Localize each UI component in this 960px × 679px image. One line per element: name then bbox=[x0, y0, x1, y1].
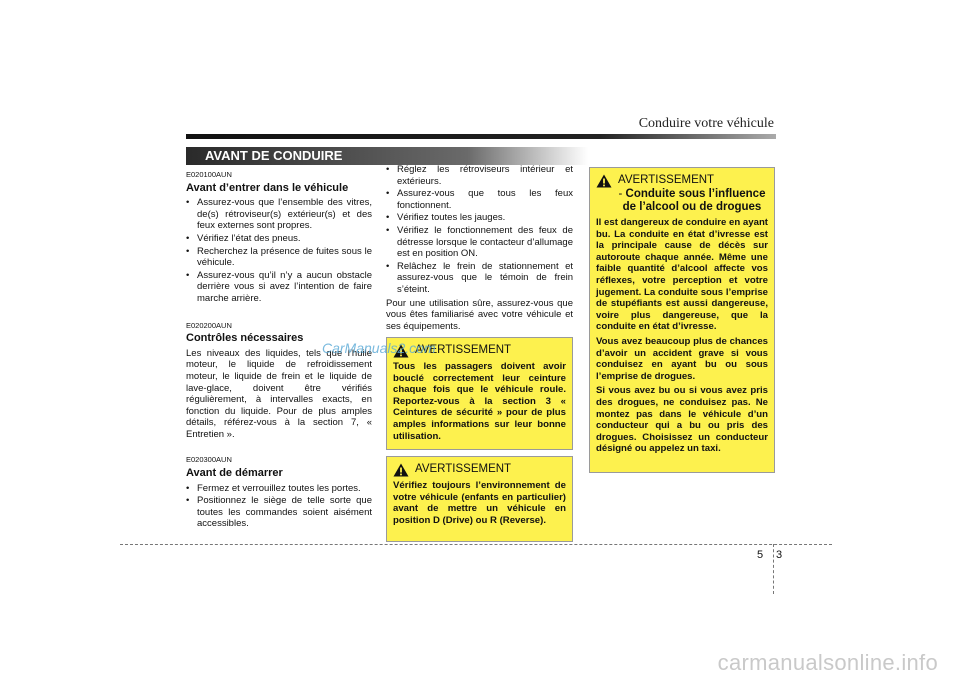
warning-title: AVERTISSEMENT bbox=[618, 174, 715, 186]
warning-triangle-icon bbox=[596, 174, 612, 188]
warning-paragraph: Si vous avez bu ou si vous avez pris des drogues, ne conduisez pas. Ne montez pas dans le véhicule d’un conducteur qui a bu ou pris des drogues. Choisissez un conducteur désigné ou appelez un taxi. bbox=[596, 385, 768, 455]
footer-divider bbox=[773, 544, 774, 594]
subsection-heading: Avant d’entrer dans le véhicule bbox=[186, 181, 349, 194]
warning-title: AVERTISSEMENT bbox=[415, 463, 512, 475]
warning-triangle-icon bbox=[393, 463, 409, 477]
subsection-heading: Contrôles nécessaires bbox=[186, 332, 304, 345]
chapter-number: 5 bbox=[757, 549, 764, 561]
page-header-title: Conduire votre véhicule bbox=[638, 116, 774, 131]
subtitle-line-1: Conduite sous l’influence bbox=[625, 188, 766, 200]
paragraph: Pour une utilisation sûre, assurez-vous que vous êtes familiarisé avec votre véhicule et ses équipements. bbox=[386, 297, 573, 332]
header-rule bbox=[186, 134, 776, 139]
warning-subtitle bbox=[590, 188, 774, 214]
subtitle-line-2: de l’alcool ou de drogues bbox=[622, 201, 762, 213]
subtitle-prefix: - bbox=[618, 188, 626, 200]
list-item: • Recherchez la présence de fuites sous le véhicule. bbox=[186, 246, 372, 269]
list-item: • Vérifiez l’état des pneus. bbox=[186, 233, 372, 245]
list-item: • Positionnez le siège de telle sorte que toutes les commandes soient aisément accessibles. bbox=[186, 495, 372, 530]
bullet-list bbox=[186, 483, 372, 530]
warning-box-alcohol-drugs bbox=[589, 167, 775, 473]
warning-body bbox=[590, 214, 774, 455]
bullet-list bbox=[186, 197, 372, 304]
footer-rule bbox=[120, 544, 832, 545]
overlay-watermark: CarManuals2.com bbox=[322, 340, 436, 356]
paragraph: Les niveaux des liquides, tels que l’huile moteur, le liquide de refroidissement moteur, le liquide de frein et le liquide de lave-glace, doivent être vérifiés régulièrement, à intervalles exacts, en fonction du liquide. Pour de plus amples détails, référez-vous à la section 7, « Entretien ». bbox=[186, 347, 372, 440]
section-title: AVANT DE CONDUIRE bbox=[205, 148, 343, 163]
section-code: E020300AUN bbox=[186, 455, 232, 465]
section-code: E020100AUN bbox=[186, 170, 232, 179]
warning-body: Vérifiez toujours l’environnement de votre véhicule (enfants en particulier) avant de mettre un véhicule en position D (Drive) ou R (Reverse). bbox=[393, 480, 566, 526]
site-watermark: carmanualsonline.info bbox=[717, 650, 938, 675]
warning-body: Tous les passagers doivent avoir bouclé correctement leur ceinture chaque fois que le véhicule roule. Reportez-vous à la section 3 « Ceintures de sécurité » pour de plus amples informations sur leur bonne utilisation. bbox=[393, 361, 566, 442]
list-item: • Fermez et verrouillez toutes les portes. bbox=[186, 483, 372, 495]
subsection-heading: Avant de démarrer bbox=[186, 467, 283, 480]
warning-paragraph: Vous avez beaucoup plus de chances d’avoir un accident grave si vous conduisez en ayant bu ou sous l’emprise de drogues. bbox=[596, 335, 768, 382]
warning-title: AVERTISSEMENT bbox=[415, 344, 512, 356]
bullet-list bbox=[386, 164, 573, 296]
list-item: • Assurez-vous que tous les feux fonctionnent. bbox=[386, 188, 573, 211]
list-item: • Assurez-vous que l’ensemble des vitres, de(s) rétroviseur(s) extérieur(s) et des feux externes sont propres. bbox=[186, 197, 372, 232]
warning-box-surroundings bbox=[386, 456, 573, 542]
list-item: • Vérifiez toutes les jauges. bbox=[386, 212, 573, 224]
column-middle bbox=[386, 164, 573, 332]
list-item: • Vérifiez le fonctionnement des feux de détresse lorsque le contacteur d’allumage est en position ON. bbox=[386, 225, 573, 260]
section-code: E020200AUN bbox=[186, 320, 232, 330]
warning-paragraph: Il est dangereux de conduire en ayant bu. La conduite en état d’ivresse est la principale cause de décès sur autoroute chaque année. Même une faible quantité d’alcool affecte vos réflexes, votre perception et votre jugement. La conduite sous l’emprise de stupéfiants est aussi dangereuse, voire plus dangereuse, que la conduite en état d’ivresse. bbox=[596, 217, 768, 333]
list-item: • Assurez-vous qu’il n’y a aucun obstacle derrière vous si avez l’intention de faire marche arrière. bbox=[186, 270, 372, 305]
page-number: 3 bbox=[776, 549, 783, 561]
list-item: • Réglez les rétroviseurs intérieur et extérieurs. bbox=[386, 164, 573, 187]
list-item: • Relâchez le frein de stationnement et assurez-vous que le témoin de frein s’éteint. bbox=[386, 261, 573, 296]
